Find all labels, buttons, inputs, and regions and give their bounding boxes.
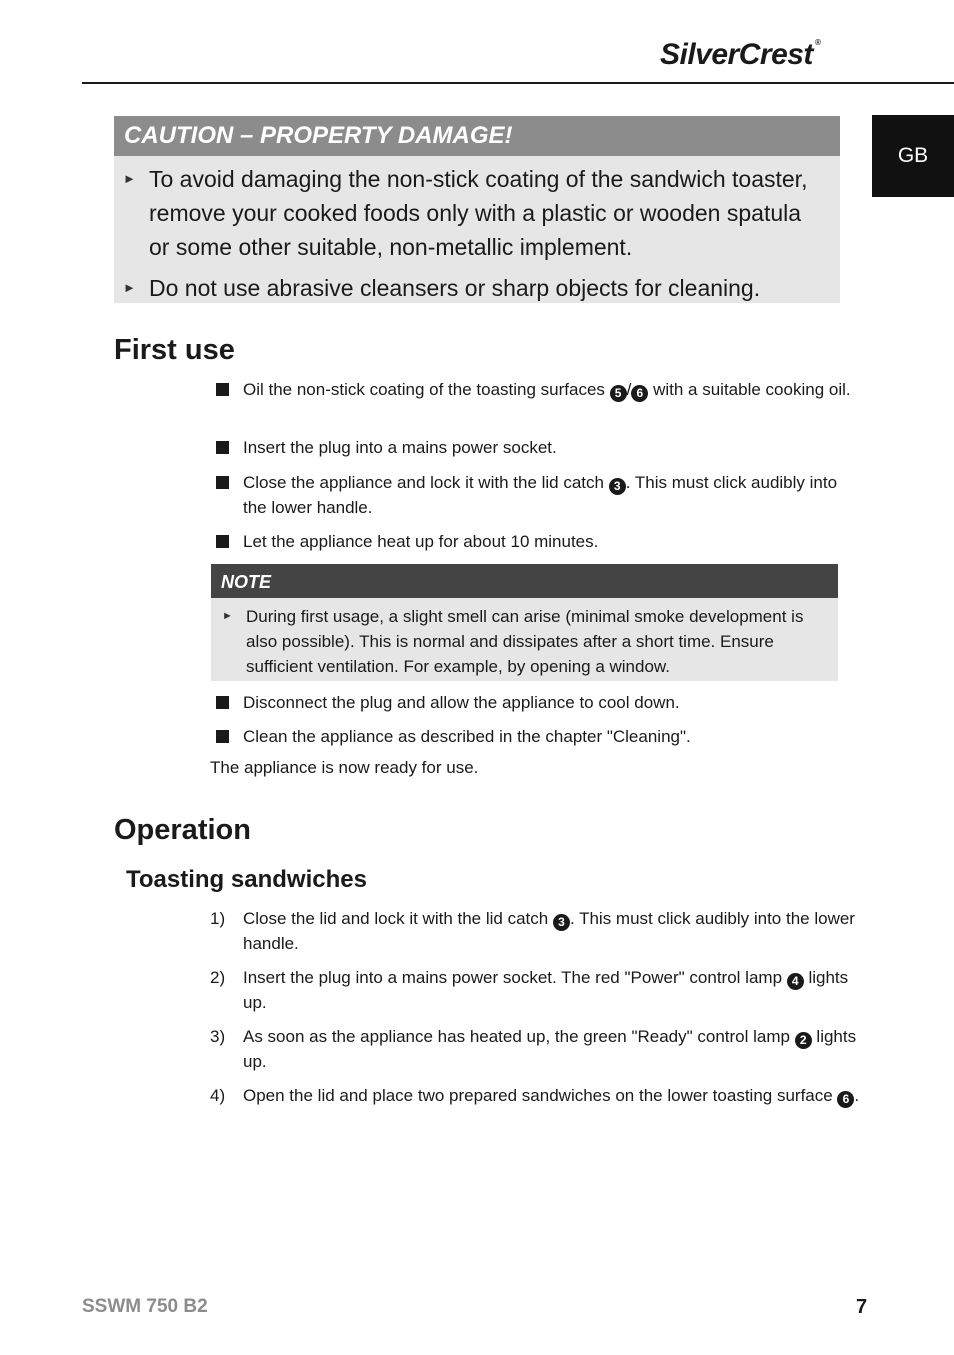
note-title: NOTE xyxy=(211,564,838,598)
caution-item-text: Do not use abrasive cleansers or sharp objects for cleaning. xyxy=(149,275,761,301)
first-use-bullet xyxy=(216,724,863,749)
note-box xyxy=(211,564,838,681)
step-text: Open the lid and place two prepared sandwiches on the lower toasting surface xyxy=(243,1086,838,1105)
triangle-bullet-icon: ► xyxy=(123,280,136,295)
first-use-heading: First use xyxy=(114,334,235,366)
operation-heading: Operation xyxy=(114,814,251,846)
caution-item-text: To avoid damaging the non-stick coating of the sandwich toaster, remove your cooked foods only with a plastic or wooden spatula or some other suitable, non-metallic implement. xyxy=(149,166,808,260)
ready-statement: The appliance is now ready for use. xyxy=(210,758,479,777)
page-number: 7 xyxy=(856,1296,868,1318)
operation-step xyxy=(210,906,869,956)
caution-item xyxy=(114,162,840,264)
step-number: 4) xyxy=(210,1086,226,1105)
operation-step xyxy=(210,965,869,1015)
reference-number-badge: 3 xyxy=(609,478,626,495)
bullet-text: Let the appliance heat up for about 10 minutes. xyxy=(243,532,599,551)
caution-list xyxy=(114,156,840,305)
reference-number-badge: 5 xyxy=(610,385,627,402)
step-text: . This must click audibly into the lower handle. xyxy=(243,909,855,953)
step-number: 1) xyxy=(210,909,226,928)
first-use-bullet xyxy=(216,529,863,554)
caution-title: CAUTION – PROPERTY DAMAGE! xyxy=(114,116,840,156)
square-bullet-icon xyxy=(216,383,229,396)
step-text: Close the lid and lock it with the lid catch xyxy=(243,909,553,928)
step-number: 2) xyxy=(210,968,226,987)
reference-number-badge: 6 xyxy=(631,385,648,402)
first-use-bullet xyxy=(216,435,863,460)
bullet-text: Disconnect the plug and allow the appliance to cool down. xyxy=(243,693,680,712)
brand-name: SilverCrest xyxy=(660,38,813,71)
step-text: lights up. xyxy=(243,1027,857,1071)
bullet-text: Insert the plug into a mains power socket. xyxy=(243,438,557,457)
operation-step xyxy=(210,1083,869,1108)
note-item xyxy=(211,598,838,679)
square-bullet-icon xyxy=(216,535,229,548)
step-text: As soon as the appliance has heated up, the green "Ready" control lamp xyxy=(243,1027,795,1046)
caution-item xyxy=(114,271,840,305)
triangle-bullet-icon: ► xyxy=(123,171,136,186)
toasting-sandwiches-heading: Toasting sandwiches xyxy=(126,866,367,893)
reference-number-badge: 6 xyxy=(837,1091,854,1108)
triangle-bullet-icon: ► xyxy=(222,610,233,622)
bullet-text: Oil the non-stick coating of the toasting surfaces xyxy=(243,380,610,399)
square-bullet-icon xyxy=(216,730,229,743)
reference-number-badge: 3 xyxy=(553,914,570,931)
bullet-text: Clean the appliance as described in the chapter "Cleaning". xyxy=(243,727,691,746)
step-text: . xyxy=(854,1086,860,1105)
registered-mark: ® xyxy=(814,38,821,47)
step-text: lights up. xyxy=(243,968,849,1012)
language-tab xyxy=(872,115,954,197)
step-text: Insert the plug into a mains power socket. The red "Power" control lamp xyxy=(243,968,787,987)
reference-number-badge: 2 xyxy=(795,1032,812,1049)
square-bullet-icon xyxy=(216,441,229,454)
step-number: 3) xyxy=(210,1027,226,1046)
brand-logo xyxy=(660,38,820,72)
first-use-bullet xyxy=(216,377,863,402)
bullet-text: . This must click audibly into the lower handle. xyxy=(243,473,838,517)
caution-box xyxy=(114,116,840,303)
square-bullet-icon xyxy=(216,476,229,489)
language-tab-label: GB xyxy=(897,144,929,167)
first-use-bullet xyxy=(216,470,863,520)
header-divider xyxy=(82,82,954,84)
bullet-text: Close the appliance and lock it with the lid catch xyxy=(243,473,609,492)
bullet-text: with a suitable cooking oil. xyxy=(648,380,851,399)
first-use-bullet xyxy=(216,690,863,715)
square-bullet-icon xyxy=(216,696,229,709)
reference-number-badge: 4 xyxy=(787,973,804,990)
note-text: During first usage, a slight smell can arise (minimal smoke development is also possible). This is normal and dissipates after a short time. Ensure sufficient ventilation. For example, by opening a window. xyxy=(246,607,804,676)
bullet-text: / xyxy=(626,380,632,399)
operation-step xyxy=(210,1024,869,1074)
model-number: SSWM 750 B2 xyxy=(82,1296,208,1317)
